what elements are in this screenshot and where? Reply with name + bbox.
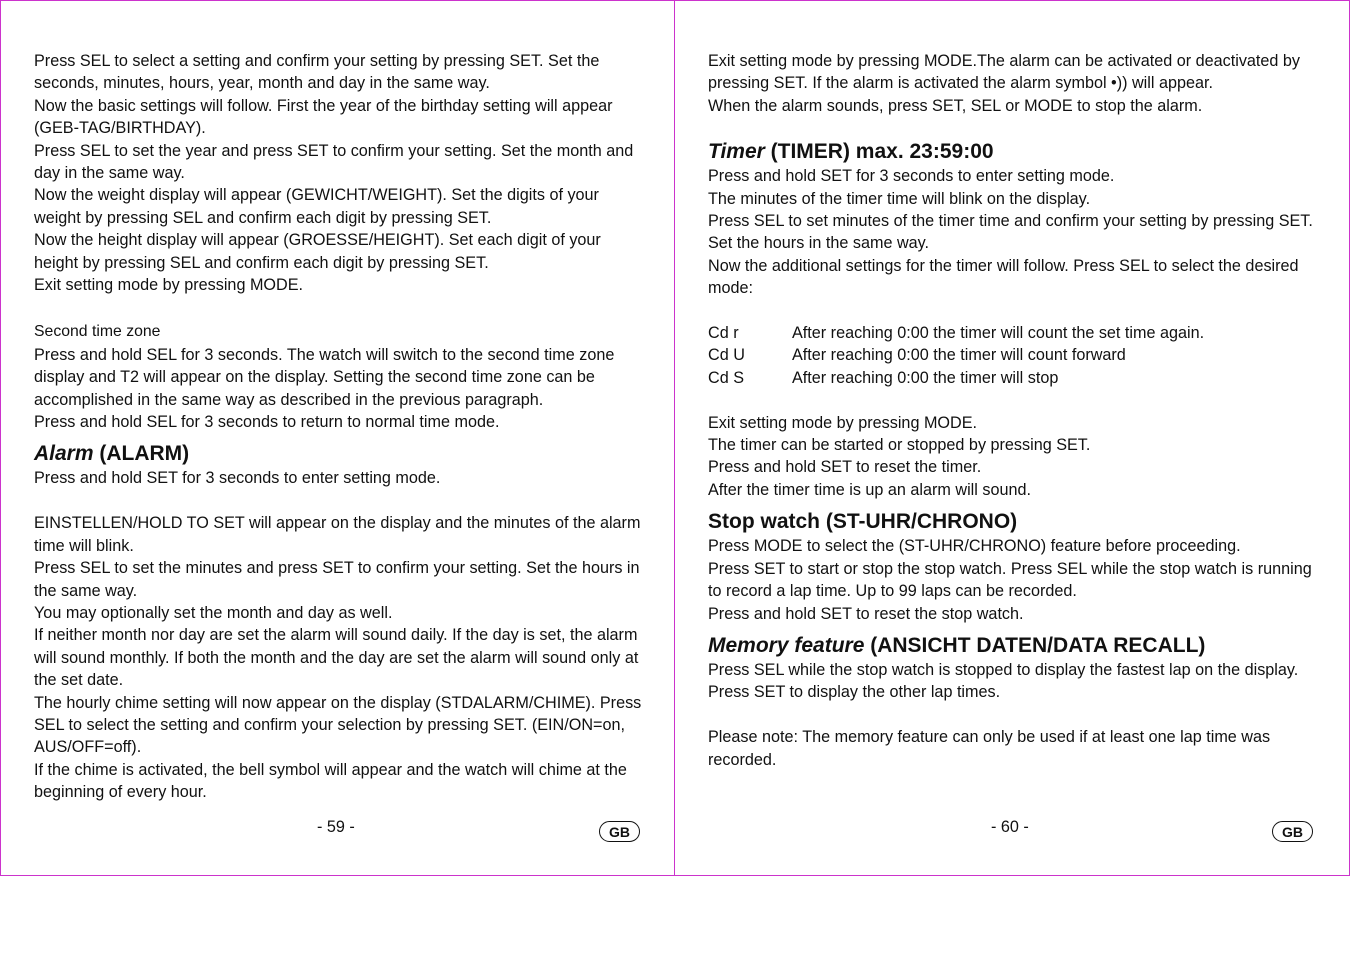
paragraph: Press SEL to set minutes of the timer time and confirm your setting by pressing SET. Set the hours in the same way. <box>708 212 1313 253</box>
paragraph: EINSTELLEN/HOLD TO SET will appear on the display and the minutes of the alarm time will blink. <box>34 514 641 555</box>
paragraph: Press MODE to select the (ST-UHR/CHRONO) feature before proceeding. <box>708 537 1241 556</box>
paragraph: Exit setting mode by pressing MODE. <box>708 413 977 432</box>
paragraph: If neither month nor day are set the alarm will sound daily. If the day is set, the alarm will sound monthly. If both the month and the day are set the alarm will sound only at the set date. <box>34 626 639 690</box>
timer-heading <box>708 138 1318 165</box>
mode-code: Cd U <box>708 346 745 365</box>
paragraph: The timer can be started or stopped by pressing SET. <box>708 436 1091 455</box>
note-label: Please note: <box>708 728 798 747</box>
timer-heading-rest: (TIMER) max. 23:59:00 <box>764 140 994 164</box>
alarm-heading <box>34 440 642 467</box>
timer-mode-row <box>708 322 1318 344</box>
mode-description: After reaching 0:00 the timer will stop <box>792 368 1059 387</box>
paragraph: Now the weight display will appear (GEWICHT/WEIGHT). Set the digits of your weight by pressing SEL and confirm each digit by pressing SET. <box>34 186 599 227</box>
paragraph: If the chime is activated, the bell symbol will appear and the watch will chime at the beginning of every hour. <box>34 760 627 802</box>
page-number: - 60 - <box>991 818 1029 836</box>
paragraph: Now the height display will appear (GROESSE/HEIGHT). Set each digit of your height by pressing SEL and confirm each digit by pressing SET. <box>34 231 601 272</box>
page-number: - 59 - <box>317 818 355 836</box>
paragraph: Press and hold SET to reset the stop watch. <box>708 604 1024 623</box>
mode-description: After reaching 0:00 the timer will count the set time again. <box>792 324 1205 343</box>
note-paragraph <box>708 726 1318 771</box>
alarm-heading-italic: Alarm <box>34 442 94 466</box>
stopwatch-heading: Stop watch (ST-UHR/CHRONO) <box>708 510 1018 534</box>
mode-code: Cd r <box>708 324 739 343</box>
note-text: The memory feature can only be used if at least one lap time was recorded. <box>708 728 1271 769</box>
timer-mode-row <box>708 367 1318 389</box>
timer-heading-italic: Timer <box>708 140 765 164</box>
paragraph: Now the additional settings for the timer will follow. Press SEL to select the desired mode: <box>708 256 1299 298</box>
paragraph: Press and hold SET for 3 seconds to enter setting mode. <box>708 167 1115 186</box>
memory-heading-italic: Memory feature <box>708 633 865 657</box>
memory-heading-rest: (ANSICHT DATEN/DATA RECALL) <box>864 633 1206 657</box>
paragraph: Exit setting mode by pressing MODE.The alarm can be activated or deactivated by pressing SET. If the alarm is activated the alarm symbol •)) will appear. <box>708 52 1301 93</box>
paragraph: Press and hold SEL for 3 seconds to return to normal time mode. <box>34 413 500 432</box>
paragraph: Press SEL to set the minutes and press SET to confirm your setting. Set the hours in the same way. <box>34 559 640 600</box>
paragraph: After the timer time is up an alarm will sound. <box>708 480 1031 499</box>
paragraph: Press and hold SEL for 3 seconds. The watch will switch to the second time zone display and T2 will appear on the display. Setting the second time zone can be accomplished in the same way as described in the previous paragraph. <box>34 345 615 409</box>
paragraph: You may optionally set the month and day as well. <box>34 603 393 622</box>
country-badge: GB <box>599 821 640 842</box>
paragraph: The hourly chime setting will now appear on the display (STDALARM/CHIME). Press SEL to select the setting and confirm your selection by pressing SET. (EIN/ON=on, AUS/OFF=off). <box>34 693 642 757</box>
paragraph: Press SEL to set the year and press SET to confirm your setting. Set the month and day in the same way. <box>34 141 634 183</box>
second-time-zone-heading: Second time zone <box>34 322 161 340</box>
paragraph: Press SEL to select a setting and confirm your setting by pressing SET. Set the seconds, minutes, hours, year, month and day in the same way. <box>34 52 600 93</box>
paragraph: Press and hold SET for 3 seconds to enter setting mode. <box>34 469 441 488</box>
paragraph: Press SET to start or stop the stop watch. Press SEL while the stop watch is running to record a lap time. Up to 99 laps can be recorded. <box>708 559 1312 601</box>
alarm-heading-rest: (ALARM) <box>93 442 190 466</box>
right-page-content <box>708 50 1318 771</box>
right-page <box>674 0 1350 876</box>
paragraph: When the alarm sounds, press SET, SEL or MODE to stop the alarm. <box>708 96 1203 115</box>
timer-mode-row <box>708 344 1318 366</box>
paragraph: Press and hold SET to reset the timer. <box>708 458 982 477</box>
memory-heading <box>708 632 1318 659</box>
left-page <box>0 0 675 876</box>
mode-code: Cd S <box>708 368 744 387</box>
country-badge: GB <box>1272 821 1313 842</box>
paragraph: Now the basic settings will follow. First the year of the birthday setting will appear (GEB-TAG/BIRTHDAY). <box>34 96 613 138</box>
left-page-content <box>34 50 642 804</box>
paragraph: Exit setting mode by pressing MODE. <box>34 276 303 295</box>
paragraph: Press SEL while the stop watch is stopped to display the fastest lap on the display. <box>708 660 1299 679</box>
paragraph: The minutes of the timer time will blink on the display. <box>708 189 1091 208</box>
paragraph: Press SET to display the other lap times. <box>708 683 1001 702</box>
mode-description: After reaching 0:00 the timer will count forward <box>792 346 1126 365</box>
